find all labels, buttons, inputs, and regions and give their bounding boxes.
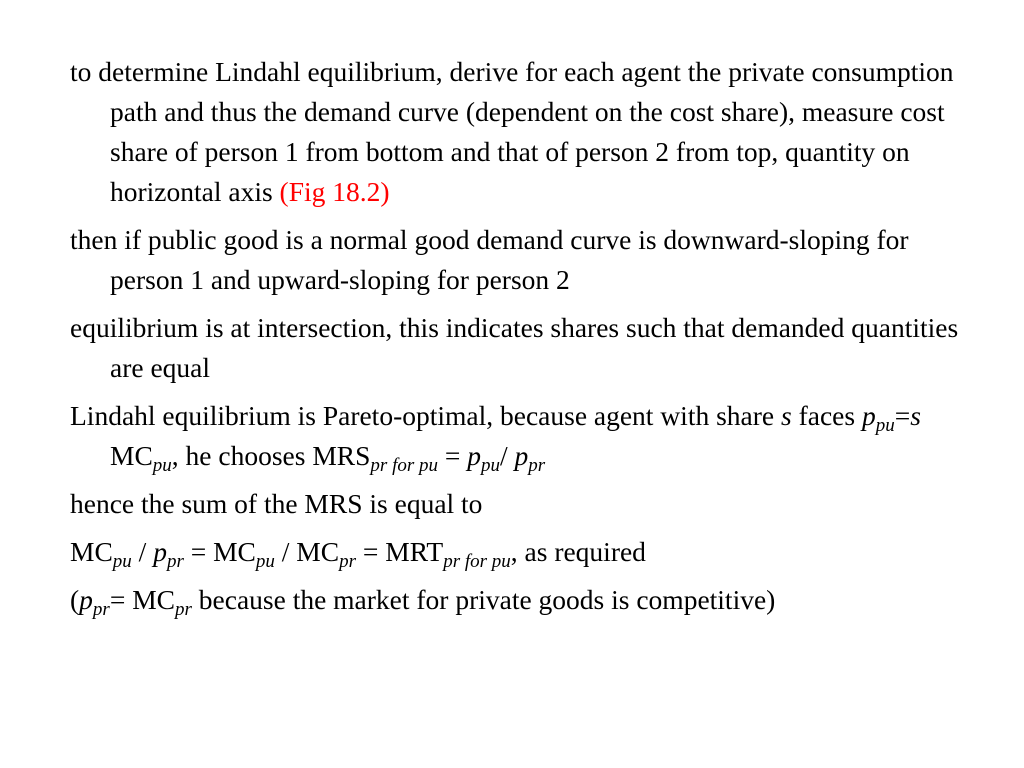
symbol-p: p <box>514 440 529 471</box>
symbol-p: p <box>79 584 93 615</box>
equals-mrt: = MRT <box>356 536 444 567</box>
subscript-pu: pu <box>481 455 501 476</box>
paragraph-text: equilibrium is at intersection, this indicates shares such that demanded quantities are equal <box>70 312 959 383</box>
symbol-s: s <box>910 400 921 431</box>
subscript-pu: pu <box>112 551 132 572</box>
text-as-required: , as required <box>510 536 646 567</box>
paragraph-lindahl-determination <box>70 52 970 212</box>
slash: / <box>500 440 515 471</box>
text-mc: MC <box>110 440 153 471</box>
subscript-pr: pr <box>175 599 192 620</box>
subscript-pu: pu <box>875 415 895 436</box>
paragraph-competitive-market <box>70 580 970 620</box>
subscript-pr: pr <box>92 599 110 620</box>
paragraph-mrt-equation <box>70 532 970 572</box>
paragraph-text: Lindahl equilibrium is Pareto-optimal, because agent with share <box>70 400 781 431</box>
slide-content <box>70 52 970 628</box>
subscript-pu: pu <box>255 551 275 572</box>
paragraph-demand-slope <box>70 220 970 300</box>
symbol-p: p <box>153 536 167 567</box>
slash: / <box>131 536 154 567</box>
text-chooses-mrs: , he chooses MRS <box>171 440 371 471</box>
subscript-pu: pu <box>152 455 172 476</box>
equals-mc: = MC <box>183 536 256 567</box>
slash-mc: / MC <box>274 536 340 567</box>
symbol-s: s <box>781 400 792 431</box>
paragraph-pareto-optimal <box>70 396 970 476</box>
equals-sign: = <box>894 400 911 431</box>
paragraph-text: to determine Lindahl equilibrium, derive for each agent the private consumption path and thus the demand curve (dependent on the cost share), measure cost share of person 1 from bottom and that of person 2 from top, quantity on horizontal axis <box>70 56 954 207</box>
symbol-p: p <box>861 400 876 431</box>
paragraph-text: then if public good is a normal good demand curve is downward-sloping for person 1 and upward-sloping for person 2 <box>70 224 909 295</box>
subscript-pr-for-pu: pr for pu <box>443 551 511 572</box>
symbol-p: p <box>467 440 482 471</box>
equals-sign: = <box>438 440 468 471</box>
figure-reference: (Fig 18.2) <box>279 176 390 207</box>
subscript-pr: pr <box>166 551 184 572</box>
equals-mc: = MC <box>109 584 176 615</box>
text-mc: MC <box>70 536 113 567</box>
subscript-pr: pr <box>528 455 546 476</box>
paragraph-text: because the market for private goods is competitive) <box>191 584 776 615</box>
paragraph-text: hence the sum of the MRS is equal to <box>70 488 483 519</box>
paragraph-sum-mrs <box>70 484 970 524</box>
subscript-pr-for-pu: pr for pu <box>370 455 438 476</box>
text-faces: faces <box>791 400 862 431</box>
open-paren: ( <box>70 584 80 615</box>
paragraph-equilibrium-intersection <box>70 308 970 388</box>
subscript-pr: pr <box>339 551 356 572</box>
